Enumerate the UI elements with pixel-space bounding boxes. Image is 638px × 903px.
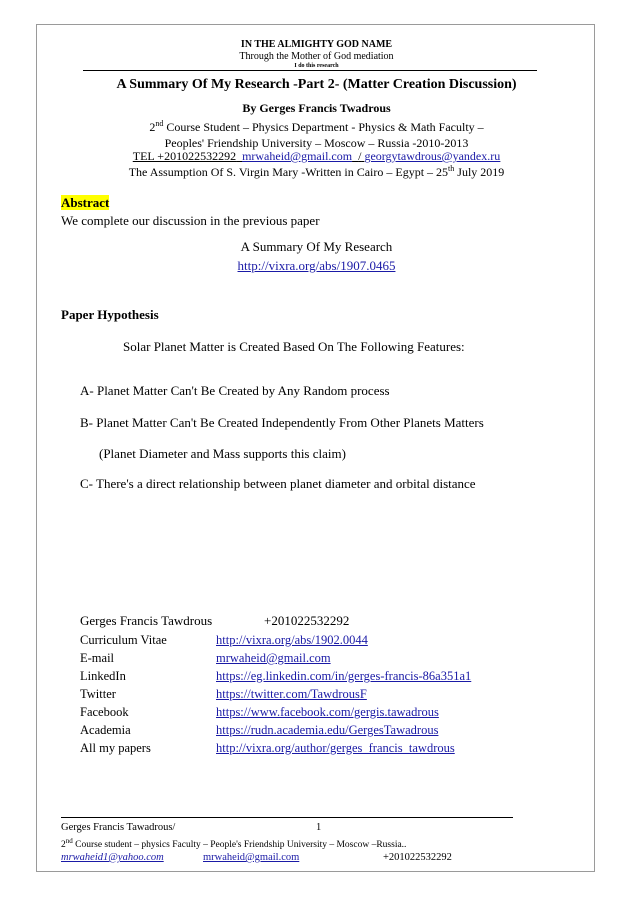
abstract-heading: Abstract [61, 195, 110, 210]
contact-label-facebook: Facebook [80, 705, 129, 719]
contact-link-facebook[interactable]: https://www.facebook.com/gergis.tawadrous [216, 705, 439, 719]
contact-link-email[interactable]: mrwaheid@gmail.com [216, 651, 331, 665]
footer-divider [61, 817, 513, 818]
author-email-link[interactable]: mrwaheid@gmail.com [242, 149, 353, 163]
footer-phone: +201022532292 [383, 852, 452, 863]
contact-phone: +201022532292 [264, 613, 350, 628]
footer-email-2[interactable]: mrwaheid@gmail.com [203, 852, 300, 863]
contact-link-linkedin[interactable]: https://eg.linkedin.com/in/gerges-francis-86a351a1 [216, 669, 472, 683]
hypothesis-intro: Solar Planet Matter is Created Based On The Following Features: [123, 339, 465, 354]
affiliation-contact [37, 149, 596, 164]
contact-link-cv[interactable]: http://vixra.org/abs/1902.0044 [216, 633, 368, 647]
contact-link-academia[interactable]: https://rudn.academia.edu/GergesTawadrous [216, 723, 439, 737]
footer-author: Gerges Francis Tawadrous/ [61, 822, 176, 833]
contact-link-papers[interactable]: http://vixra.org/author/gerges_francis_tawdrous [216, 741, 455, 755]
abstract-text: We complete our discussion in the previous paper [61, 213, 320, 228]
contact-label-linkedin: LinkedIn [80, 669, 126, 683]
paper-page [36, 24, 595, 872]
contact-label-papers: All my papers [80, 741, 151, 755]
hypothesis-item-c: C- There's a direct relationship between planet diameter and orbital distance [80, 476, 476, 491]
footer-page-number: 1 [316, 822, 322, 833]
affiliation-course: 2nd Course Student – Physics Department - Physics & Math Faculty – [149, 119, 484, 134]
contact-label-cv: Curriculum Vitae [80, 633, 167, 647]
header-line-3: I do this research [294, 63, 339, 69]
hypothesis-item-a: A- Planet Matter Can't Be Created by Any Random process [80, 383, 390, 398]
contact-link-twitter[interactable]: https://twitter.com/TawdrousF [216, 687, 367, 701]
abstract-ref-title: A Summary Of My Research [240, 239, 393, 254]
footer-email-1[interactable]: mrwaheid1@yahoo.com [61, 852, 164, 863]
hypothesis-heading: Paper Hypothesis [61, 307, 159, 322]
contact-label-email: E-mail [80, 651, 115, 665]
header-divider [83, 70, 537, 71]
header-line-1: IN THE ALMIGHTY GOD NAME [240, 39, 393, 50]
contact-label-twitter: Twitter [80, 687, 116, 701]
paper-title: A Summary Of My Research -Part 2- (Matter Creation Discussion) [116, 77, 517, 92]
footer-course: 2nd Course student – physics Faculty – People's Friendship University – Moscow –Russia.. [61, 837, 407, 851]
abstract-ref-link[interactable]: http://vixra.org/abs/1907.0465 [237, 258, 396, 273]
affiliation-university: Peoples' Friendship University – Moscow – Russia -2010-2013 [164, 136, 469, 150]
contact-name: Gerges Francis Tawdrous [80, 613, 213, 628]
hypothesis-item-b-note: (Planet Diameter and Mass supports this claim) [99, 446, 346, 461]
email-separator: / [358, 149, 362, 163]
author-email-link-2[interactable]: georgytawdrous@yandex.ru [364, 149, 501, 163]
header-line-2: Through the Mother of God mediation [239, 51, 394, 62]
contact-label-academia: Academia [80, 723, 131, 737]
hypothesis-item-b: B- Planet Matter Can't Be Created Independently From Other Planets Matters [80, 415, 484, 430]
author-byline: By Gerges Francis Twadrous [242, 101, 391, 115]
tel-text: TEL +201022532292 [132, 149, 237, 163]
affiliation-assumption: The Assumption Of S. Virgin Mary -Written in Cairo – Egypt – 25th July 2019 [128, 164, 505, 179]
